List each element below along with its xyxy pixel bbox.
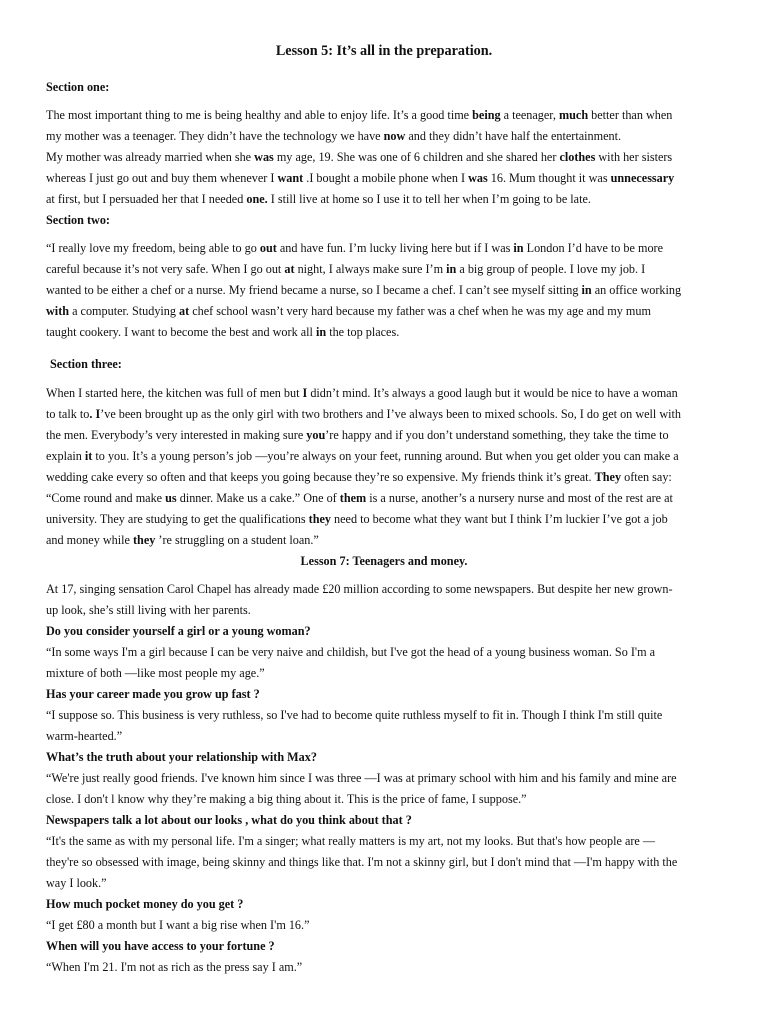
intro-line: up look, she’s still living with her parents.	[46, 603, 251, 617]
text-run: ’re happy and if you don’t understand something, they take the time to	[325, 428, 669, 442]
bold-word: one.	[246, 192, 268, 206]
bold-word: clothes	[559, 150, 596, 164]
bold-word: I	[95, 407, 101, 421]
paragraph-line	[46, 387, 678, 399]
paragraph-line	[46, 408, 681, 420]
section-one-heading: Section one:	[46, 80, 110, 94]
text-run: a teenager,	[500, 108, 559, 122]
paragraph-line	[46, 534, 319, 546]
bold-word: at	[179, 304, 190, 318]
text-run: a big group of people. I love my job. I	[456, 262, 646, 276]
paragraph-line	[46, 471, 672, 483]
paragraph-line	[46, 513, 668, 525]
text-run: and have fun. I’m lucky living here but if I was	[276, 241, 514, 255]
interview-question: What’s the truth about your relationship with Max?	[46, 750, 317, 764]
section-three-heading: Section three:	[50, 357, 122, 371]
bold-word: I	[302, 386, 308, 400]
bold-word: They	[594, 470, 622, 484]
text-run: London I’d have to be more	[523, 241, 664, 255]
text-run: whereas I just go out and buy them whenever I	[46, 171, 278, 185]
text-run: didn’t mind. It’s always a good laugh but it would be nice to have a woman	[307, 386, 678, 400]
paragraph-line	[46, 263, 645, 275]
bold-word: they	[133, 533, 156, 547]
interview-question: Has your career made you grow up fast ?	[46, 687, 260, 701]
text-run: 16. Mum thought it was	[487, 171, 611, 185]
bold-word: unnecessary	[610, 171, 675, 185]
interview-answer-line: “I get £80 a month but I want a big rise when I'm 16.”	[46, 918, 310, 932]
interview-question: When will you have access to your fortune ?	[46, 939, 275, 953]
text-run: wanted to be either a chef or a nurse. My friend became a nurse, so I became a chef. I can’t see myself sitting	[46, 283, 582, 297]
bold-word: in	[315, 325, 327, 339]
text-run: a computer. Studying	[69, 304, 180, 318]
paragraph-line	[46, 109, 672, 121]
text-run: I still live at home so I use it to tell her when I’m going to be late.	[267, 192, 591, 206]
text-run: The most important thing to me is being healthy and able to enjoy life. It’s a good time	[46, 108, 473, 122]
paragraph-line	[46, 193, 591, 205]
text-run: explain	[46, 449, 85, 463]
text-run: often say:	[621, 470, 672, 484]
text-run: to you. It’s a young person’s job —you’re always on your feet, running around. But when you get older you can make a	[92, 449, 679, 463]
interview-question: How much pocket money do you get ?	[46, 897, 244, 911]
interview-answer-line: close. I don't l know why they’re making a big thing about it. This is the price of fame, I suppose.”	[46, 792, 527, 806]
bold-word: .	[89, 407, 93, 421]
text-run: and money while	[46, 533, 133, 547]
bold-word: us	[165, 491, 177, 505]
text-run: dinner. Make us a cake.” One of	[176, 491, 340, 505]
bold-word: out	[259, 241, 277, 255]
text-run: need to become what they want but I think I’m luckier I’ve got a job	[331, 512, 668, 526]
text-run: with her sisters	[595, 150, 673, 164]
text-run: “I really love my freedom, being able to go	[46, 241, 260, 255]
bold-word: they	[308, 512, 331, 526]
page-title: Lesson 5: It’s all in the preparation.	[275, 43, 493, 59]
text-run: careful because it’s not very safe. When I go out	[46, 262, 285, 276]
text-run: My mother was already married when she	[46, 150, 255, 164]
intro-line: At 17, singing sensation Carol Chapel has already made £20 million according to some newspapers. But despite her new grown-	[46, 582, 673, 596]
bold-word: was	[468, 171, 488, 185]
text-run: taught cookery. I want to become the best and work all	[46, 325, 316, 339]
interview-answer-line: “When I'm 21. I'm not as rich as the press say I am.”	[46, 960, 303, 974]
bold-word: them	[339, 491, 367, 505]
bold-word: you	[306, 428, 326, 442]
bold-word: in	[581, 283, 592, 297]
lesson-7-heading: Lesson 7: Teenagers and money.	[300, 554, 468, 568]
bold-word: being	[472, 108, 501, 122]
text-run: night, I always make sure I’m	[294, 262, 447, 276]
paragraph-line	[46, 305, 651, 317]
interview-answer-line: way I look.”	[46, 876, 107, 890]
text-run: ’ve been brought up as the only girl with two brothers and I’ve always been to mixed schools. So, I do get on well with	[100, 407, 682, 421]
bold-word: in	[513, 241, 524, 255]
text-run: better than when	[588, 108, 673, 122]
text-run: my age, 19. She was one of 6 children and she shared her	[273, 150, 560, 164]
text-run: the men. Everybody’s very interested in making sure	[46, 428, 307, 442]
bold-word: it	[84, 449, 93, 463]
interview-answer-line: mixture of both —like most people my age.”	[46, 666, 265, 680]
interview-question: Newspapers talk a lot about our looks , what do you think about that ?	[46, 813, 412, 827]
bold-word: in	[446, 262, 457, 276]
text-run: chef school wasn’t very hard because my father was a chef when he was my age and my mum	[189, 304, 651, 318]
text-run: my mother was a teenager. They didn’t have the technology we have	[46, 129, 384, 143]
text-run: .I bought a mobile phone when I	[303, 171, 469, 185]
bold-word: at	[284, 262, 295, 276]
paragraph-line	[46, 242, 663, 254]
text-run: to talk to	[46, 407, 90, 421]
text-run: When I started here, the kitchen was full of men but	[46, 386, 303, 400]
paragraph-line	[46, 492, 673, 504]
interview-answer-line: warm-hearted.”	[46, 729, 123, 743]
bold-word: now	[383, 129, 406, 143]
paragraph-line	[46, 284, 681, 296]
interview-answer-line: “It's the same as with my personal life. I'm a singer; what really matters is my art, not my looks. But that's how people are —	[46, 834, 656, 848]
text-run: an office working	[591, 283, 682, 297]
paragraph-line	[46, 450, 679, 462]
paragraph-line	[46, 130, 621, 142]
interview-answer-line: “I suppose so. This business is very ruthless, so I've had to become quite ruthless myself to fit in. Though I think I'm still quite	[46, 708, 663, 722]
paragraph-line	[46, 326, 399, 338]
text-run: is a nurse, another’s a nursery nurse and most of the rest are at	[366, 491, 673, 505]
text-run: university. They are studying to get the qualifications	[46, 512, 309, 526]
interview-answer-line: “We're just really good friends. I've known him since I was three —I was at primary school with him and his family and mine are	[46, 771, 677, 785]
text-run: the top places.	[326, 325, 400, 339]
text-run: “Come round and make	[46, 491, 166, 505]
text-run: and they didn’t have half the entertainment.	[405, 129, 622, 143]
paragraph-line	[46, 429, 669, 441]
section-two-heading: Section two:	[46, 213, 110, 227]
bold-word: with	[46, 304, 70, 318]
bold-word: was	[254, 150, 274, 164]
bold-word: want	[277, 171, 304, 185]
text-run: ’re struggling on a student loan.”	[155, 533, 319, 547]
interview-answer-line: they're so obsessed with image, being skinny and things like that. I'm not a skinny girl, but I don't mind that —I'm happy with the	[46, 855, 678, 869]
paragraph-line	[46, 151, 672, 163]
text-run: at first, but I persuaded her that I needed	[46, 192, 247, 206]
text-run: wedding cake every so often and that keeps you going because they’re so expensive. My friends think it’s great.	[46, 470, 595, 484]
bold-word: much	[558, 108, 589, 122]
interview-answer-line: “In some ways I'm a girl because I can be very naive and childish, but I've got the head of a young business woman. So I'm a	[46, 645, 656, 659]
paragraph-line	[46, 172, 674, 184]
interview-question: Do you consider yourself a girl or a young woman?	[46, 624, 311, 638]
